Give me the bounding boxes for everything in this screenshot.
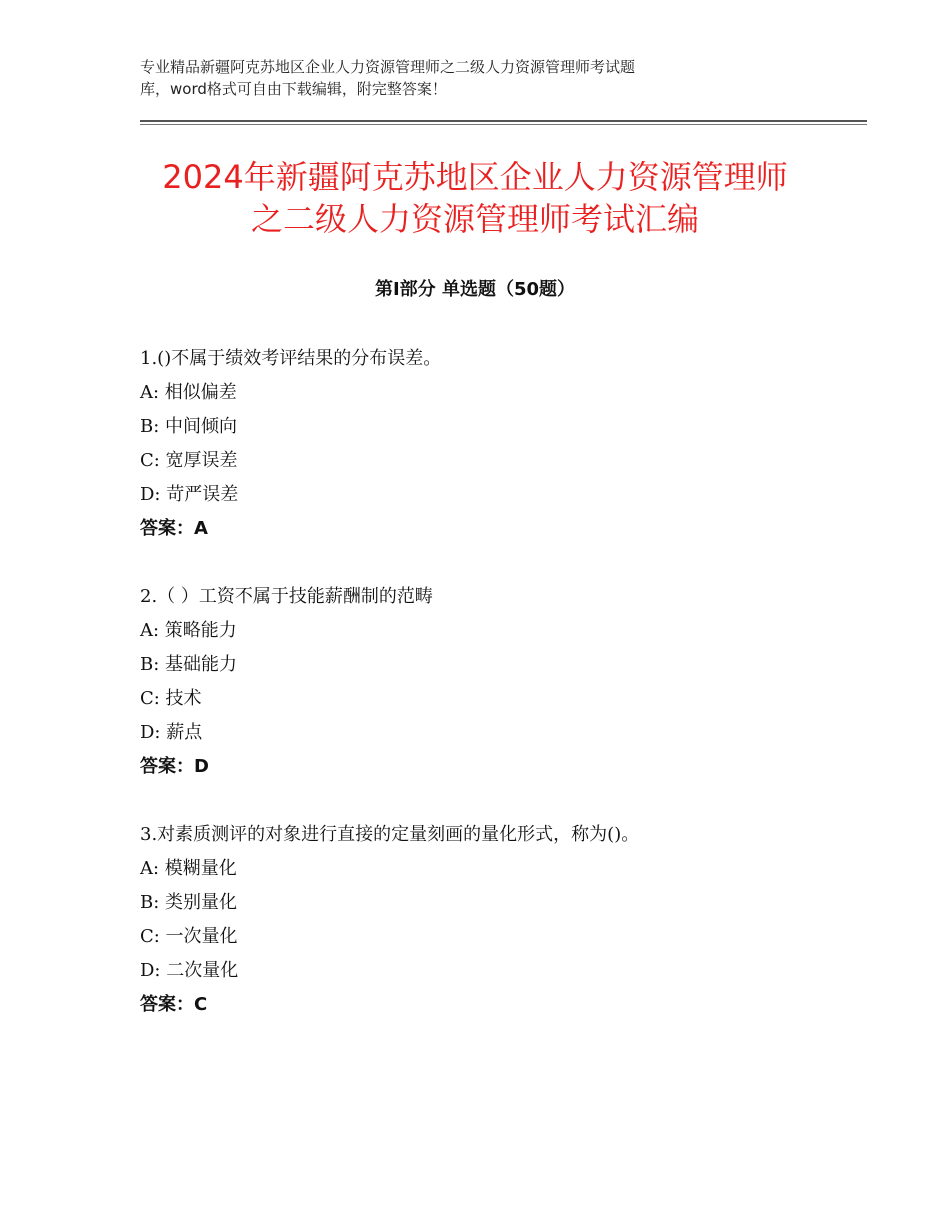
question-option-d: D: 薪点 xyxy=(140,722,203,743)
header-note-line1: 专业精品新疆阿克苏地区企业人力资源管理师之二级人力资源管理师考试题 xyxy=(140,58,636,76)
question-option-b: B: 基础能力 xyxy=(140,654,238,675)
question-option-a: A: 相似偏差 xyxy=(140,382,237,403)
question-2 xyxy=(140,580,860,784)
document-title-line1: 2024年新疆阿克苏地区企业人力资源管理师 xyxy=(162,158,788,196)
question-stem: 3.对素质测评的对象进行直接的定量刻画的量化形式，称为()。 xyxy=(140,824,640,845)
header-divider-thin xyxy=(140,124,867,125)
question-option-b: B: 类别量化 xyxy=(140,892,238,913)
question-stem: 1.()不属于绩效考评结果的分布误差。 xyxy=(140,348,442,369)
question-answer: 答案：C xyxy=(140,994,208,1015)
question-1 xyxy=(140,342,860,546)
question-option-c: C: 一次量化 xyxy=(140,926,238,947)
header-divider-thick xyxy=(140,120,867,122)
question-option-a: A: 策略能力 xyxy=(140,620,237,641)
question-option-d: D: 苛严误差 xyxy=(140,484,239,505)
document-title-line2: 之二级人力资源管理师考试汇编 xyxy=(250,200,699,238)
question-answer: 答案：A xyxy=(140,518,208,539)
question-option-b: B: 中间倾向 xyxy=(140,416,238,437)
question-option-d: D: 二次量化 xyxy=(140,960,239,981)
header-note-line2: 库，word格式可自由下载编辑，附完整答案！ xyxy=(140,80,447,98)
question-3 xyxy=(140,818,860,1022)
question-option-c: C: 宽厚误差 xyxy=(140,450,238,471)
question-answer: 答案：D xyxy=(140,756,209,777)
header-note xyxy=(140,56,780,100)
question-stem: 2.（ ）工资不属于技能薪酬制的范畴 xyxy=(140,586,433,607)
question-option-c: C: 技术 xyxy=(140,688,202,709)
document-title xyxy=(100,156,850,240)
section-title: 第Ⅰ部分 单选题（50题） xyxy=(374,279,575,300)
question-option-a: A: 模糊量化 xyxy=(140,858,237,879)
